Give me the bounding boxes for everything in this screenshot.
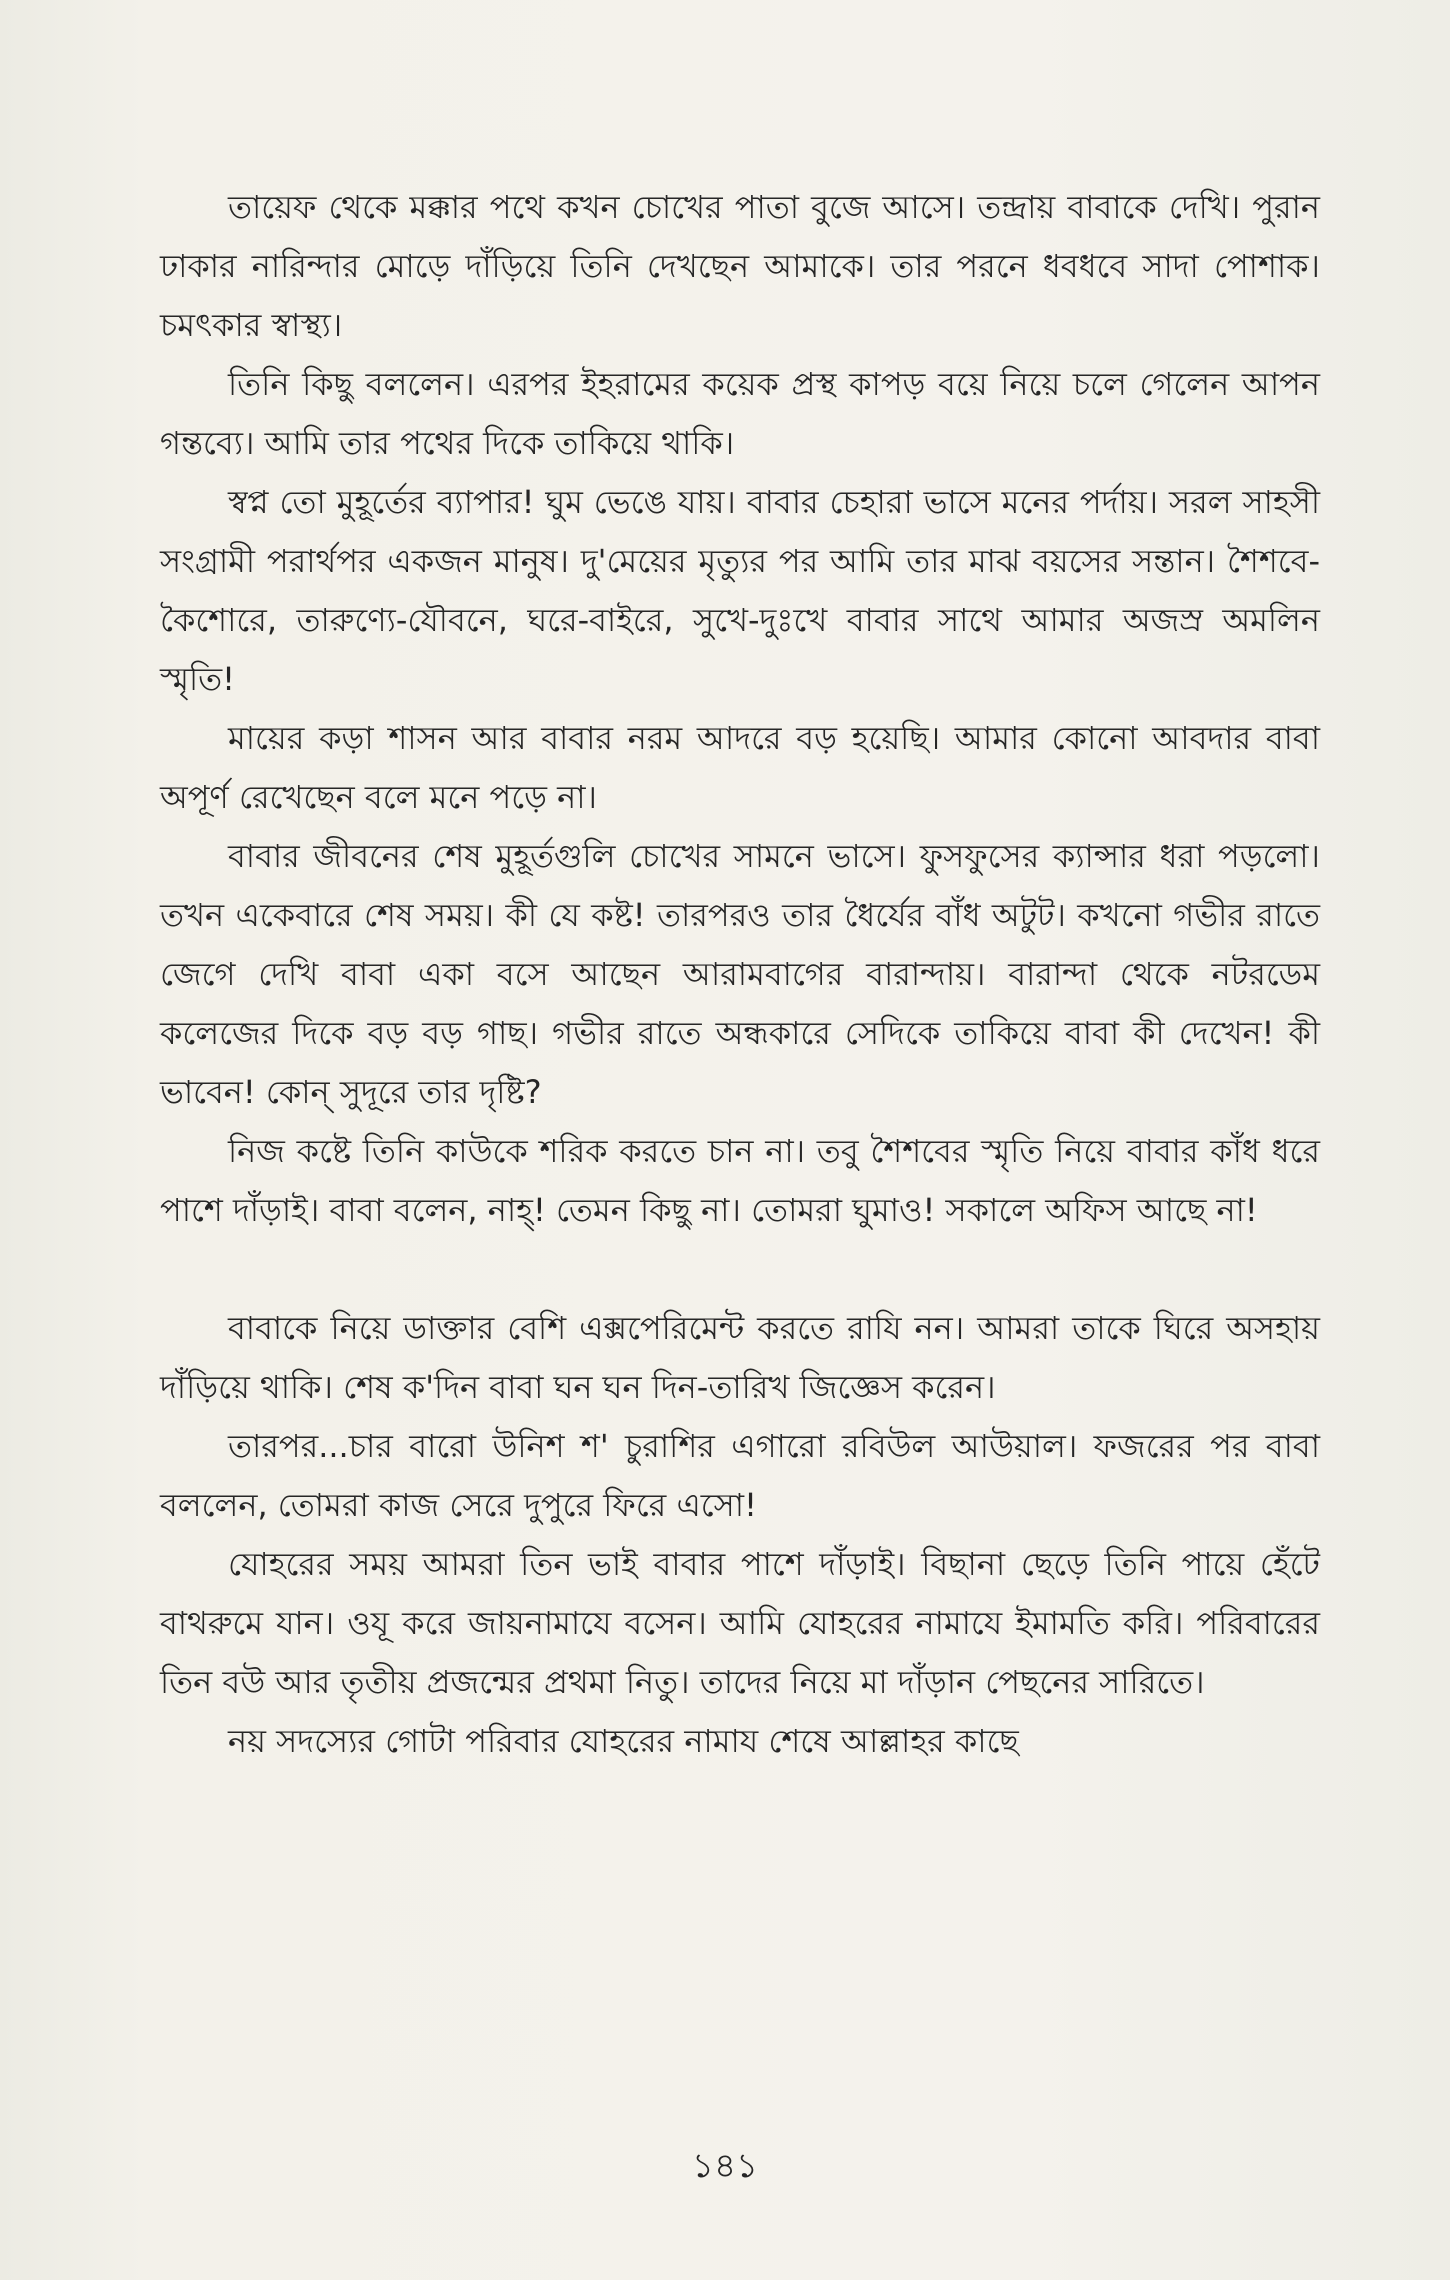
body-text (160, 178, 1320, 1771)
page-number: ১৪১ (691, 2146, 759, 2186)
paragraph: স্বপ্ন তো মুহূর্তের ব্যাপার! ঘুম ভেঙে যায়। বাবার চেহারা ভাসে মনের পর্দায়। সরল সাহসী সংগ্রামী পরার্থপর একজন মানুষ। দু'মেয়ের মৃত্যুর পর আমি তার মাঝ বয়সের সন্তান। শৈশবে-কৈশোরে, তারুণ্যে-যৌবনে, ঘরে-বাইরে, সুখে-দুঃখে বাবার সাথে আমার অজস্র অমলিন স্মৃতি! (160, 483, 1320, 698)
paragraph: মায়ের কড়া শাসন আর বাবার নরম আদরে বড় হয়েছি। আমার কোনো আবদার বাবা অপূর্ণ রেখেছেন বলে মনে পড়ে না। (160, 719, 1320, 816)
paragraph: যোহরের সময় আমরা তিন ভাই বাবার পাশে দাঁড়াই। বিছানা ছেড়ে তিনি পায়ে হেঁটে বাথরুমে যান। ওযূ করে জায়নামাযে বসেন। আমি যোহরের নামাযে ইমামতি করি। পরিবারের তিন বউ আর তৃতীয় প্রজন্মের প্রথমা নিতু। তাদের নিয়ে মা দাঁড়ান পেছনের সারিতে। (160, 1545, 1320, 1701)
section-break (160, 1240, 1320, 1299)
paragraph: তারপর...চার বারো উনিশ শ' চুরাশির এগারো রবিউল আউয়াল। ফজরের পর বাবা বললেন, তোমরা কাজ সেরে দুপুরে ফিরে এসো! (160, 1427, 1320, 1524)
paragraph: নিজ কষ্টে তিনি কাউকে শরিক করতে চান না। তবু শৈশবের স্মৃতি নিয়ে বাবার কাঁধ ধরে পাশে দাঁড়াই। বাবা বলেন, নাহ্! তেমন কিছু না। তোমরা ঘুমাও! সকালে অফিস আছে না! (160, 1132, 1320, 1229)
paragraph: বাবার জীবনের শেষ মুহূর্তগুলি চোখের সামনে ভাসে। ফুসফুসের ক্যান্সার ধরা পড়লো। তখন একেবারে শেষ সময়। কী যে কষ্ট! তারপরও তার ধৈর্যের বাঁধ অটুট। কখনো গভীর রাতে জেগে দেখি বাবা একা বসে আছেন আরামবাগের বারান্দায়। বারান্দা থেকে নটরডেম কলেজের দিকে বড় বড় গাছ। গভীর রাতে অন্ধকারে সেদিকে তাকিয়ে বাবা কী দেখেন! কী ভাবেন! কোন্ সুদূরে তার দৃষ্টি? (160, 837, 1320, 1111)
paragraph: তায়েফ থেকে মক্কার পথে কখন চোখের পাতা বুজে আসে। তন্দ্রায় বাবাকে দেখি। পুরান ঢাকার নারিন্দার মোড়ে দাঁড়িয়ে তিনি দেখছেন আমাকে। তার পরনে ধবধবে সাদা পোশাক। চমৎকার স্বাস্থ্য। (160, 188, 1320, 344)
paragraph: তিনি কিছু বললেন। এরপর ইহরামের কয়েক প্রস্থ কাপড় বয়ে নিয়ে চলে গেলেন আপন গন্তব্যে। আমি তার পথের দিকে তাকিয়ে থাকি। (160, 365, 1320, 462)
paragraph: নয় সদস্যের গোটা পরিবার যোহরের নামায শেষে আল্লাহর কাছে (228, 1722, 1019, 1760)
paragraph: বাবাকে নিয়ে ডাক্তার বেশি এক্সপেরিমেন্ট করতে রাযি নন। আমরা তাকে ঘিরে অসহায় দাঁড়িয়ে থাকি। শেষ ক'দিন বাবা ঘন ঘন দিন-তারিখ জিজ্ঞেস করেন। (160, 1309, 1320, 1406)
